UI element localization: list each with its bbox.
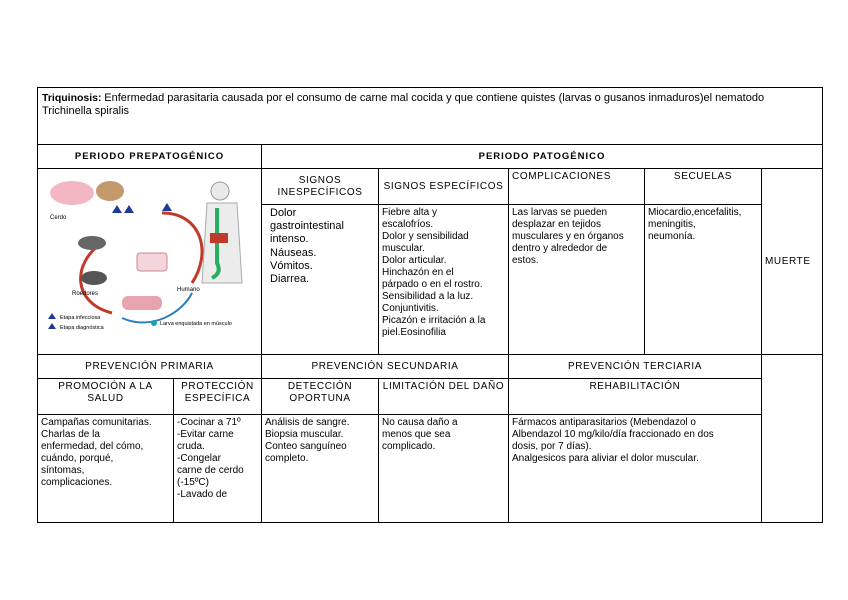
intro-cell [38, 88, 823, 145]
legend-diagnostic-icon [48, 323, 56, 329]
boar-icon [96, 181, 124, 201]
cell-deteccion: Análisis de sangre. Biopsia muscular. Conteo sanguíneo completo. [262, 415, 379, 523]
prevencion-terciaria: PREVENCIÓN TERCIARIA [509, 355, 762, 379]
life-cycle-diagram [38, 169, 262, 355]
rodent-icon [81, 271, 107, 285]
intro-label: Triquinosis: [42, 92, 102, 104]
intro-species: Trichinella spiralis [42, 105, 130, 118]
col-complicaciones: COMPLICACIONES [509, 169, 645, 205]
cyst-icon [137, 253, 167, 271]
cell-signos-especificos: Fiebre alta y escalofríos. Dolor y sensibilidad muscular. Dolor articular. Hinchazón en el párpado o en el rostro. Sensibilidad a la luz. Conjuntivitis. Picazón e irritación a la piel.Eosinofilia [379, 205, 509, 355]
col-signos-especificos: SIGNOS ESPECÍFICOS [379, 169, 509, 205]
muerte-cell: MUERTE [762, 169, 823, 355]
intro-text: Enfermedad parasitaria causada por el consumo de carne mal cocida y que contiene quistes (larvas o gusanos inmaduros)el nematodo [104, 92, 765, 104]
period-prepatogenico: PERIODO PREPATOGÉNICO [38, 145, 262, 169]
label-larva: Larva enquistada en músculo [160, 321, 232, 327]
muscle-larva-icon [122, 296, 162, 310]
infective-triangle-icon [112, 205, 122, 213]
cell-rehabilitacion: Fármacos antiparasitarios (Mebendazol o Albendazol 10 mg/kilo/día fraccionado en dos dosis, por 7 días). Analgesicos para aliviar el dolor muscular. [509, 415, 762, 523]
period-patogenico: PERIODO PATOGÉNICO [262, 145, 823, 169]
cell-promocion: Campañas comunitarias. Charlas de la enfermedad, del cómo, cuándo, porqué, síntomas, complicaciones. [38, 415, 174, 523]
cell-secuelas: Miocardio,encefalitis, meningitis, neumonía. [645, 205, 762, 355]
legend-diagnostic: Etapa diagnóstica [60, 325, 104, 331]
triquinosis-table [37, 87, 823, 523]
col-proteccion: PROTECCIÓN ESPECÍFICA [174, 379, 262, 415]
prevencion-secundaria: PREVENCIÓN SECUNDARIA [262, 355, 509, 379]
trichinella-cycle-svg [42, 173, 254, 341]
infective-triangle-icon [124, 205, 134, 213]
col-rehabilitacion: REHABILITACIÓN [509, 379, 762, 415]
empty-end-cell [762, 355, 823, 523]
diagnostic-triangle-icon [162, 203, 172, 211]
col-signos-inespecificos: SIGNOS INESPECÍFICOS [262, 169, 379, 205]
col-promocion: PROMOCIÓN A LA SALUD [38, 379, 174, 415]
cell-signos-inespecificos: Dolor gastrointestinal intenso. Náuseas. Vómitos. Diarrea. [262, 205, 379, 355]
cell-complicaciones: Las larvas se pueden desplazar en tejidos musculares y en órganos dentro y alrededor de estos. [509, 205, 645, 355]
human-head-icon [211, 182, 229, 200]
col-secuelas: SECUELAS [645, 169, 762, 205]
larva-marker-icon [151, 320, 157, 326]
label-cerdo: Cerdo [50, 215, 67, 221]
liver-icon [210, 233, 228, 243]
label-roedores: Roedores [72, 291, 99, 297]
cycle-arrow-right [162, 213, 202, 283]
pig-icon [50, 181, 94, 205]
legend-infective: Etapa infecciosa [60, 315, 101, 321]
legend-infective-icon [48, 313, 56, 319]
cell-limitacion: No causa daño a menos que sea complicado. [379, 415, 509, 523]
cell-proteccion: -Cocinar a 71º -Evitar carne cruda. -Congelar carne de cerdo (-15ºC) -Lavado de [174, 415, 262, 523]
rat-icon [78, 236, 106, 250]
label-humano: Humano [177, 287, 200, 293]
col-limitacion: LIMITACIÓN DEL DAÑO [379, 379, 509, 415]
col-deteccion: DETECCIÓN OPORTUNA [262, 379, 379, 415]
prevencion-primaria: PREVENCIÓN PRIMARIA [38, 355, 262, 379]
